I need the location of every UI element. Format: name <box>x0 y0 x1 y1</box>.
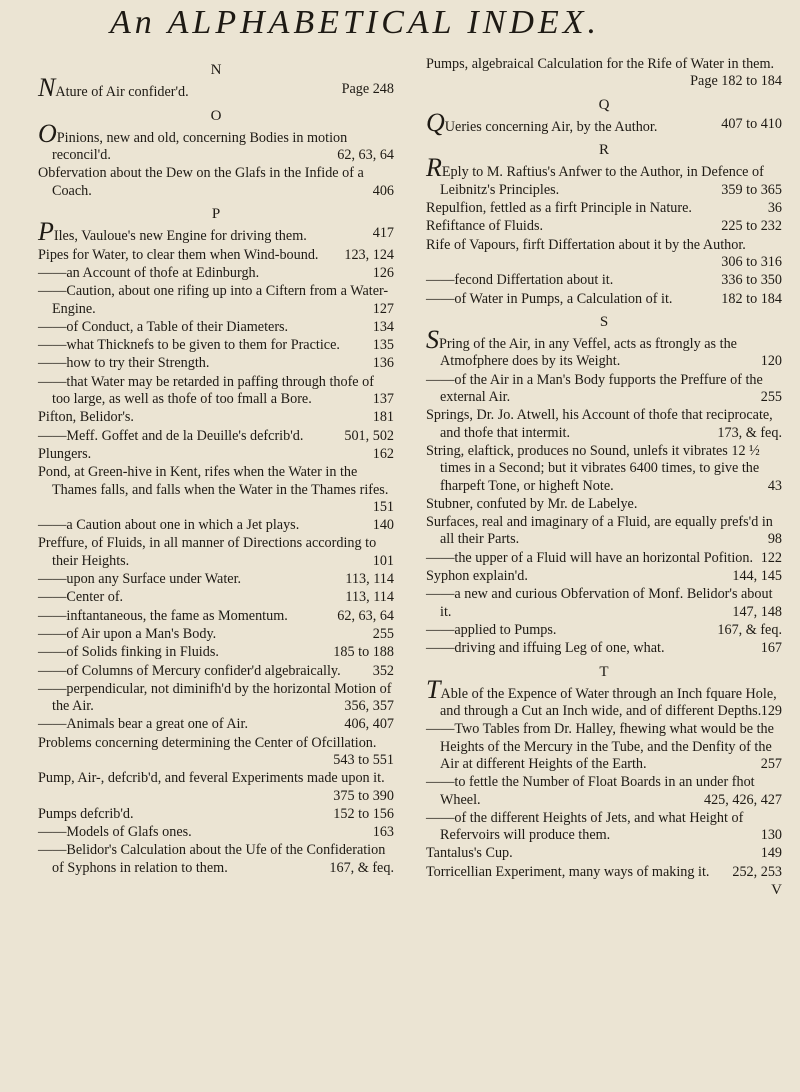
section-letter-t: T <box>599 663 609 680</box>
page-ref: 182 to 184 <box>721 290 782 307</box>
entry-text: ——of Columns of Mercury confider'd algebraically. <box>38 662 341 679</box>
entry-text: Ature of Air confider'd. <box>55 84 189 101</box>
drop-cap: R <box>426 153 442 183</box>
index-entry <box>426 864 782 881</box>
entry-text: Refiftance of Fluids. <box>426 218 544 235</box>
page-ref: 181 <box>372 409 394 426</box>
page-ref: 120 <box>760 353 782 370</box>
page-ref: 101 <box>372 552 394 569</box>
index-entry <box>426 107 782 137</box>
index-entry <box>38 735 394 770</box>
index-entry <box>426 640 782 657</box>
entry-text: ——how to try their Strength. <box>38 355 210 372</box>
section-letter-o: O <box>210 107 222 124</box>
page-ref: 352 <box>372 662 394 679</box>
index-entry <box>426 407 782 442</box>
entry-text: ——of the Air in a Man's Body fupports the Preffure of the external Air. <box>426 371 763 406</box>
index-entry <box>38 337 394 354</box>
index-entry <box>426 372 782 407</box>
entry-text: Pumps defcrib'd. <box>38 805 134 822</box>
left-column <box>38 56 394 878</box>
index-entry <box>38 446 394 463</box>
section-letter-r: R <box>598 142 609 159</box>
page-ref: 98 <box>767 531 782 548</box>
drop-cap: S <box>426 325 439 355</box>
entry-text: ——Two Tables from Dr. Halley, fhewing what would be the Heights of the Mercury in the Tube, and the Denfity of the Air at different Heights of the Earth. <box>426 721 774 772</box>
page-ref: 134 <box>372 318 394 335</box>
index-entry <box>38 319 394 336</box>
entry-text: Pipes for Water, to clear them when Wind-bound. <box>38 246 319 263</box>
index-entry <box>38 73 394 103</box>
page-ref: 147, 148 <box>732 603 782 620</box>
page-ref: 406, 407 <box>344 716 394 733</box>
page-ref: 113, 114 <box>345 571 394 588</box>
index-entry <box>426 550 782 567</box>
index-entry <box>38 824 394 841</box>
entry-text: Plungers. <box>38 445 92 462</box>
entry-text: Pumps, algebraical Calculation for the Rife of Water in them. <box>426 56 775 72</box>
index-entry <box>426 291 782 308</box>
entry-text: Preffure, of Fluids, in all manner of Directions according to their Heights. <box>38 535 377 569</box>
page-ref: 113, 114 <box>345 589 394 606</box>
page-ref: 417 <box>372 225 394 242</box>
index-entry <box>426 325 782 371</box>
entry-text: ——Animals bear a great one of Air. <box>38 716 248 733</box>
page-ref: 359 to 365 <box>721 181 782 198</box>
index-entry <box>38 644 394 661</box>
right-column <box>426 56 782 899</box>
entry-text: Rife of Vapours, firft Differtation about it by the Author. <box>426 236 746 253</box>
entry-text: Syphon explain'd. <box>426 568 528 585</box>
entry-text: Pond, at Green-hive in Kent, rifes when the Water in the Thames falls, and falls when the Water in the Thames rifes. <box>38 464 389 498</box>
index-entry <box>38 118 394 165</box>
page-ref: 356, 357 <box>344 698 394 715</box>
entry-text: Ueries concerning Air, by the Author. <box>444 118 658 135</box>
index-entry <box>426 586 782 621</box>
entry-text: ——fecond Differtation about it. <box>426 272 614 289</box>
index-entry <box>38 663 394 680</box>
entry-text: ——perpendicular, not diminifh'd by the horizontal Motion of the Air. <box>38 680 392 715</box>
page-ref: 255 <box>760 389 782 406</box>
page-ref: 252, 253 <box>732 863 782 880</box>
index-entry <box>38 247 394 264</box>
entry-text: ——what Thicknefs to be given to them for Practice. <box>38 337 340 354</box>
index-entry <box>426 774 782 809</box>
index-entry <box>426 443 782 495</box>
entry-text: Springs, Dr. Jo. Atwell, his Account of thofe that reciprocate, and thofe that intermit. <box>426 407 773 441</box>
entry-text: ——Models of Glafs ones. <box>38 824 192 841</box>
page-ref: 123, 124 <box>344 246 394 263</box>
entry-text: ——to fettle the Number of Float Boards in an under fhot Wheel. <box>426 774 755 808</box>
page-ref: 122 <box>760 549 782 566</box>
index-entry <box>38 355 394 372</box>
index-entry <box>38 716 394 733</box>
page-ref: 406 <box>372 182 394 199</box>
index-entry <box>426 272 782 289</box>
page-ref: 151 <box>372 498 394 515</box>
section-letter-s: S <box>599 313 609 330</box>
entry-text: ——inftantaneous, the fame as Momentum. <box>38 607 288 624</box>
catchword: V <box>771 882 782 899</box>
entry-text: Tantalus's Cup. <box>426 845 513 862</box>
index-entry <box>426 622 782 639</box>
page-ref: 135 <box>372 337 394 354</box>
drop-cap: P <box>38 217 54 247</box>
page-ref: 173, & feq. <box>717 424 782 441</box>
index-entry <box>38 571 394 588</box>
entry-text: String, elaftick, produces no Sound, unlefs it vibrates 12 ½ times in a Second; but it vibrates 6400 times, to give the fharpeft Tone, or higheft Note. <box>426 442 760 494</box>
index-entry <box>38 517 394 534</box>
entry-text: ——of Conduct, a Table of their Diameters. <box>38 318 289 335</box>
index-entry <box>38 428 394 445</box>
page-ref: 407 to 410 <box>721 115 782 132</box>
index-entry <box>426 514 782 549</box>
page-ref: 137 <box>372 391 394 408</box>
page-ref: 375 to 390 <box>333 787 394 804</box>
section-letter-q: Q <box>598 96 610 113</box>
entry-text: ——an Account of thofe at Edinburgh. <box>38 264 260 281</box>
entry-text: Stubner, confuted by Mr. de Labelye. <box>426 495 638 512</box>
page-ref: Page 182 to 184 <box>690 73 782 90</box>
page-ref: 543 to 551 <box>333 751 394 768</box>
index-entry <box>38 283 394 318</box>
page-ref: 136 <box>372 355 394 372</box>
index-entry <box>38 165 394 200</box>
page-ref: 163 <box>372 824 394 841</box>
entry-text: Problems concerning determining the Center of Ofcillation. <box>38 734 377 751</box>
entry-text: Pring of the Air, in any Veffel, acts as ftrongly as the Atmofphere does by its Weight. <box>439 336 737 370</box>
entry-text: ——a new and curious Obfervation of Monf. Belidor's about it. <box>426 586 773 620</box>
page-ref: 62, 63, 64 <box>337 147 394 164</box>
drop-cap: O <box>38 118 57 148</box>
index-entry <box>426 237 782 272</box>
entry-text: Able of the Expence of Water through an Inch fquare Hole, and through a Cut an Inch wide, and of different Depths. <box>440 685 777 720</box>
index-entry <box>426 674 782 721</box>
entry-text: Repulfion, fettled as a firft Principle in Nature. <box>426 200 692 217</box>
entry-text: ——Caution, about one rifing up into a Ciftern from a Water-Engine. <box>38 283 389 317</box>
entry-text: ——Center of. <box>38 589 124 606</box>
page-ref: 140 <box>372 517 394 534</box>
page-ref: 255 <box>372 625 394 642</box>
entry-text: Surfaces, real and imaginary of a Fluid, are equally prefs'd in all their Parts. <box>426 514 773 548</box>
page-ref: 43 <box>767 477 782 494</box>
index-entry <box>38 374 394 409</box>
entry-text: Eply to M. Raftius's Anfwer to the Author, in Defence of Leibnitz's Principles. <box>440 164 764 198</box>
index-entry <box>38 464 394 516</box>
index-entry <box>38 806 394 823</box>
index-entry <box>426 496 782 513</box>
page-ref: 62, 63, 64 <box>337 607 394 624</box>
page-ref: 167, & feq. <box>329 859 394 876</box>
page-ref: 149 <box>760 845 782 862</box>
index-entry <box>426 810 782 845</box>
index-entry <box>426 153 782 199</box>
index-entry <box>426 200 782 217</box>
section-letter-n: N <box>210 62 222 78</box>
section-letter-p: P <box>211 206 221 223</box>
page-ref: Page 248 <box>341 81 394 98</box>
index-entry <box>426 56 782 91</box>
index-entry <box>426 218 782 235</box>
page-ref: 129 <box>760 703 782 720</box>
page-ref: 152 to 156 <box>333 805 394 822</box>
entry-text: ——a Caution about one in which a Jet plays. <box>38 517 300 534</box>
page-ref: 425, 426, 427 <box>703 791 782 808</box>
entry-text: ——driving and iffuing Leg of one, what. <box>426 640 665 657</box>
entry-text: ——that Water may be retarded in paffing through thofe of too large, as well as thofe of too fmall a Bore. <box>38 373 374 408</box>
page-ref: 501, 502 <box>344 427 394 444</box>
index-entry <box>426 568 782 585</box>
index-entry <box>38 842 394 877</box>
page-ref: 167 <box>760 640 782 657</box>
entry-text: ——upon any Surface under Water. <box>38 571 242 588</box>
page-title: An ALPHABETICAL INDEX. <box>110 4 601 41</box>
index-entry <box>426 845 782 862</box>
entry-text: ——the upper of a Fluid will have an horizontal Pofition. <box>426 549 754 566</box>
drop-cap: Q <box>426 107 445 137</box>
entry-text: Pifton, Belidor's. <box>38 409 134 426</box>
entry-text: Pump, Air-, defcrib'd, and feveral Experiments made upon it. <box>38 770 385 787</box>
index-entry <box>38 589 394 606</box>
page-ref: 185 to 188 <box>333 644 394 661</box>
page-ref: 130 <box>760 827 782 844</box>
entry-text: ——applied to Pumps. <box>426 621 557 638</box>
drop-cap: N <box>38 73 56 103</box>
page-ref: 257 <box>760 755 782 772</box>
index-entry <box>38 626 394 643</box>
page-ref: 126 <box>372 264 394 281</box>
page-ref: 225 to 232 <box>721 218 782 235</box>
index-entry <box>38 770 394 805</box>
page-ref: 162 <box>372 445 394 462</box>
index-entry <box>38 681 394 716</box>
entry-text: ——of the different Heights of Jets, and what Height of Refervoirs will produce them. <box>426 809 744 844</box>
index-entry <box>38 409 394 426</box>
entry-text: ——of Air upon a Man's Body. <box>38 625 217 642</box>
page-ref: 144, 145 <box>732 568 782 585</box>
page-ref: 36 <box>767 200 782 217</box>
index-entry <box>38 265 394 282</box>
entry-text: ——Meff. Goffet and de la Deuille's defcrib'd. <box>38 427 304 444</box>
drop-cap: T <box>426 674 441 704</box>
entry-text: Torricellian Experiment, many ways of making it. <box>426 863 710 880</box>
entry-text: ——of Water in Pumps, a Calculation of it. <box>426 290 673 307</box>
index-entry <box>38 608 394 625</box>
index-entry <box>38 535 394 570</box>
index-entry <box>38 217 394 247</box>
entry-text: ——Belidor's Calculation about the Ufe of the Confideration of Syphons in relation to them. <box>38 842 386 876</box>
entry-text: Pinions, new and old, concerning Bodies in motion reconcil'd. <box>52 129 348 164</box>
page-ref: 167, & feq. <box>717 621 782 638</box>
page-ref: 336 to 350 <box>721 272 782 289</box>
entry-text: Iles, Vauloue's new Engine for driving them. <box>53 228 307 245</box>
page-ref: 127 <box>372 300 394 317</box>
entry-text: ——of Solids finking in Fluids. <box>38 644 219 661</box>
index-entry <box>426 721 782 773</box>
page-ref: 306 to 316 <box>721 253 782 270</box>
entry-text: Obfervation about the Dew on the Glafs in the Infide of a Coach. <box>38 165 364 199</box>
